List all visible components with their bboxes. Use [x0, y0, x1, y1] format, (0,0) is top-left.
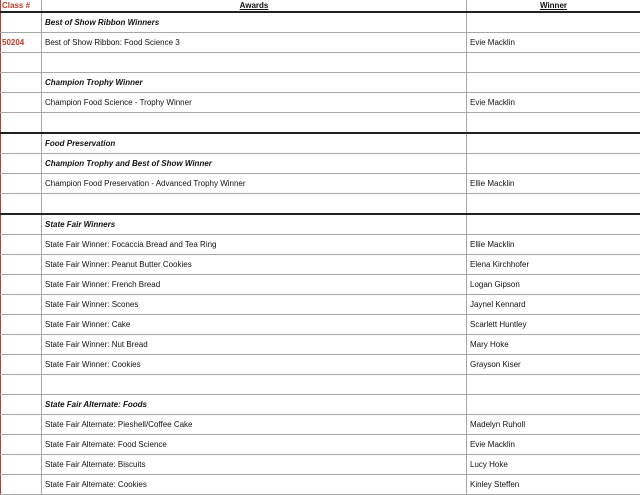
award-cell: [42, 113, 467, 134]
award-cell: State Fair Alternate: Food Science: [42, 435, 467, 455]
class-number-cell: [1, 295, 42, 315]
award-cell: [42, 53, 467, 73]
winner-cell: Lucy Hoke: [467, 455, 640, 475]
winner-cell: Jaynel Kennard: [467, 295, 640, 315]
table-row: [1, 53, 640, 73]
award-cell: State Fair Winners: [42, 214, 467, 235]
winner-cell: [467, 194, 640, 215]
award-cell: State Fair Winner: French Bread: [42, 275, 467, 295]
table-body: [1, 12, 640, 495]
header-class: Class #: [1, 0, 42, 12]
winner-cell: Elena Kirchhofer: [467, 255, 640, 275]
award-cell: [42, 194, 467, 215]
award-cell: Champion Food Science - Trophy Winner: [42, 93, 467, 113]
table-row: [1, 113, 640, 134]
winner-cell: Kinley Steffen: [467, 475, 640, 495]
winner-cell: [467, 395, 640, 415]
award-cell: State Fair Winner: Scones: [42, 295, 467, 315]
winner-cell: Grayson Kiser: [467, 355, 640, 375]
class-number-cell: [1, 194, 42, 215]
table-row: [1, 133, 640, 154]
winner-cell: Madelyn Ruholl: [467, 415, 640, 435]
class-number-cell: [1, 133, 42, 154]
table-row: [1, 255, 640, 275]
table-row: [1, 275, 640, 295]
winner-cell: Evie Macklin: [467, 33, 640, 53]
table-row: [1, 154, 640, 174]
award-cell: Best of Show Ribbon Winners: [42, 12, 467, 33]
winner-cell: Scarlett Huntley: [467, 315, 640, 335]
class-number-cell: [1, 415, 42, 435]
award-cell: State Fair Winner: Focaccia Bread and Tea Ring: [42, 235, 467, 255]
award-cell: [42, 375, 467, 395]
class-number-cell: [1, 435, 42, 455]
winner-cell: [467, 154, 640, 174]
winner-cell: Mary Hoke: [467, 335, 640, 355]
award-cell: Champion Food Preservation - Advanced Trophy Winner: [42, 174, 467, 194]
winner-cell: Logan Gipson: [467, 275, 640, 295]
class-number-cell: [1, 93, 42, 113]
table-row: [1, 12, 640, 33]
header-winner: Winner: [467, 0, 640, 12]
table-row: [1, 214, 640, 235]
class-number-cell: [1, 355, 42, 375]
class-number-cell: [1, 113, 42, 134]
class-number-cell: [1, 315, 42, 335]
table-row: [1, 93, 640, 113]
class-number-cell: [1, 455, 42, 475]
table-row: [1, 435, 640, 455]
header-row: [1, 0, 640, 12]
class-number-cell: [1, 174, 42, 194]
table-row: [1, 415, 640, 435]
table-row: [1, 315, 640, 335]
class-number-cell: [1, 395, 42, 415]
award-cell: State Fair Alternate: Cookies: [42, 475, 467, 495]
winner-cell: Evie Macklin: [467, 435, 640, 455]
award-cell: State Fair Alternate: Pieshell/Coffee Cake: [42, 415, 467, 435]
class-number-cell: [1, 154, 42, 174]
table-row: [1, 395, 640, 415]
award-cell: Champion Trophy and Best of Show Winner: [42, 154, 467, 174]
winner-cell: Ellie Macklin: [467, 174, 640, 194]
table-row: [1, 455, 640, 475]
table-row: [1, 355, 640, 375]
winner-cell: [467, 375, 640, 395]
class-number-cell: [1, 214, 42, 235]
table-row: [1, 33, 640, 53]
award-cell: Champion Trophy Winner: [42, 73, 467, 93]
class-number-cell: [1, 275, 42, 295]
table-row: [1, 295, 640, 315]
class-number-cell: [1, 53, 42, 73]
award-cell: State Fair Winner: Cake: [42, 315, 467, 335]
class-number-cell: [1, 73, 42, 93]
table-row: [1, 73, 640, 93]
table-row: [1, 194, 640, 215]
award-cell: State Fair Winner: Peanut Butter Cookies: [42, 255, 467, 275]
winner-cell: [467, 53, 640, 73]
table-row: [1, 335, 640, 355]
class-number-cell: [1, 475, 42, 495]
class-number-cell: [1, 335, 42, 355]
class-number-cell: [1, 255, 42, 275]
class-number-cell: [1, 235, 42, 255]
class-number-cell: [1, 12, 42, 33]
award-cell: State Fair Winner: Nut Bread: [42, 335, 467, 355]
table-row: [1, 235, 640, 255]
award-cell: State Fair Alternate: Biscuits: [42, 455, 467, 475]
table-row: [1, 174, 640, 194]
table-row: [1, 475, 640, 495]
winner-cell: Ellie Macklin: [467, 235, 640, 255]
winner-cell: [467, 12, 640, 33]
winner-cell: [467, 113, 640, 134]
class-number-cell: 50204: [1, 33, 42, 53]
class-number-cell: [1, 375, 42, 395]
award-cell: Best of Show Ribbon: Food Science 3: [42, 33, 467, 53]
header-awards: Awards: [42, 0, 467, 12]
award-cell: State Fair Winner: Cookies: [42, 355, 467, 375]
award-cell: Food Preservation: [42, 133, 467, 154]
table-row: [1, 375, 640, 395]
winner-cell: [467, 133, 640, 154]
award-cell: State Fair Alternate: Foods: [42, 395, 467, 415]
winner-cell: [467, 73, 640, 93]
winner-cell: Evie Macklin: [467, 93, 640, 113]
winner-cell: [467, 214, 640, 235]
